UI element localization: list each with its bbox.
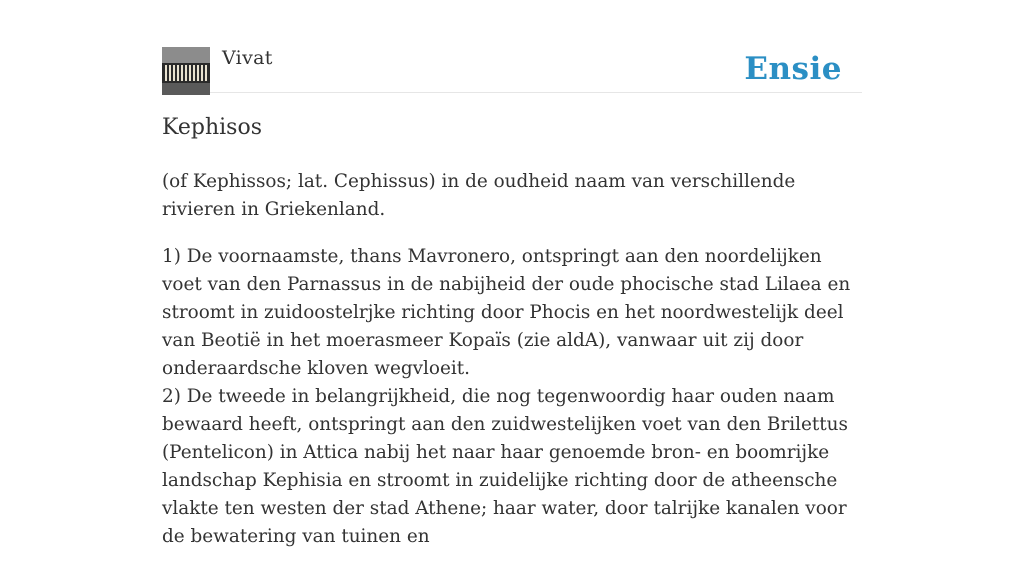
author-name[interactable]: Vivat [222,47,273,69]
header [162,46,862,93]
ensie-logo[interactable]: Ensie [744,51,842,87]
author-avatar[interactable] [162,47,210,95]
article-body [162,168,862,570]
bookshelf-avatar-icon [162,47,210,95]
article-paragraph: 1) De voornaamste, thans Mavronero, ontspringt aan den noordelijken voet van den Parnassus in de nabijheid der oude phocische stad Lilaea en stroomt in zuidoostelrjke richting door Phocis en het noordwestelijk deel van Beotië in het moerasmeer Kopaïs (zie aldA), vanwaar uit zij door onderaardsche kloven wegvloeit. 2) De tweede in belangrijkheid, die nog tegenwoordig haar ouden naam bewaard heeft, ontspringt aan den zuidwestelijken voet van den Brilettus (Pentelicon) in Attica nabij het naar haar genoemde bron- en boomrijke landschap Kephisia en stroomt in zuidelijke richting door de atheensche vlakte ten westen der stad Athene; haar water, door talrijke kanalen voor de bewatering van tuinen en [162,246,851,547]
article-paragraph: (of Kephissos; lat. Cephissus) in de oudheid naam van verschillende rivieren in Griekenland. [162,171,796,220]
article-title: Kephisos [162,115,262,140]
